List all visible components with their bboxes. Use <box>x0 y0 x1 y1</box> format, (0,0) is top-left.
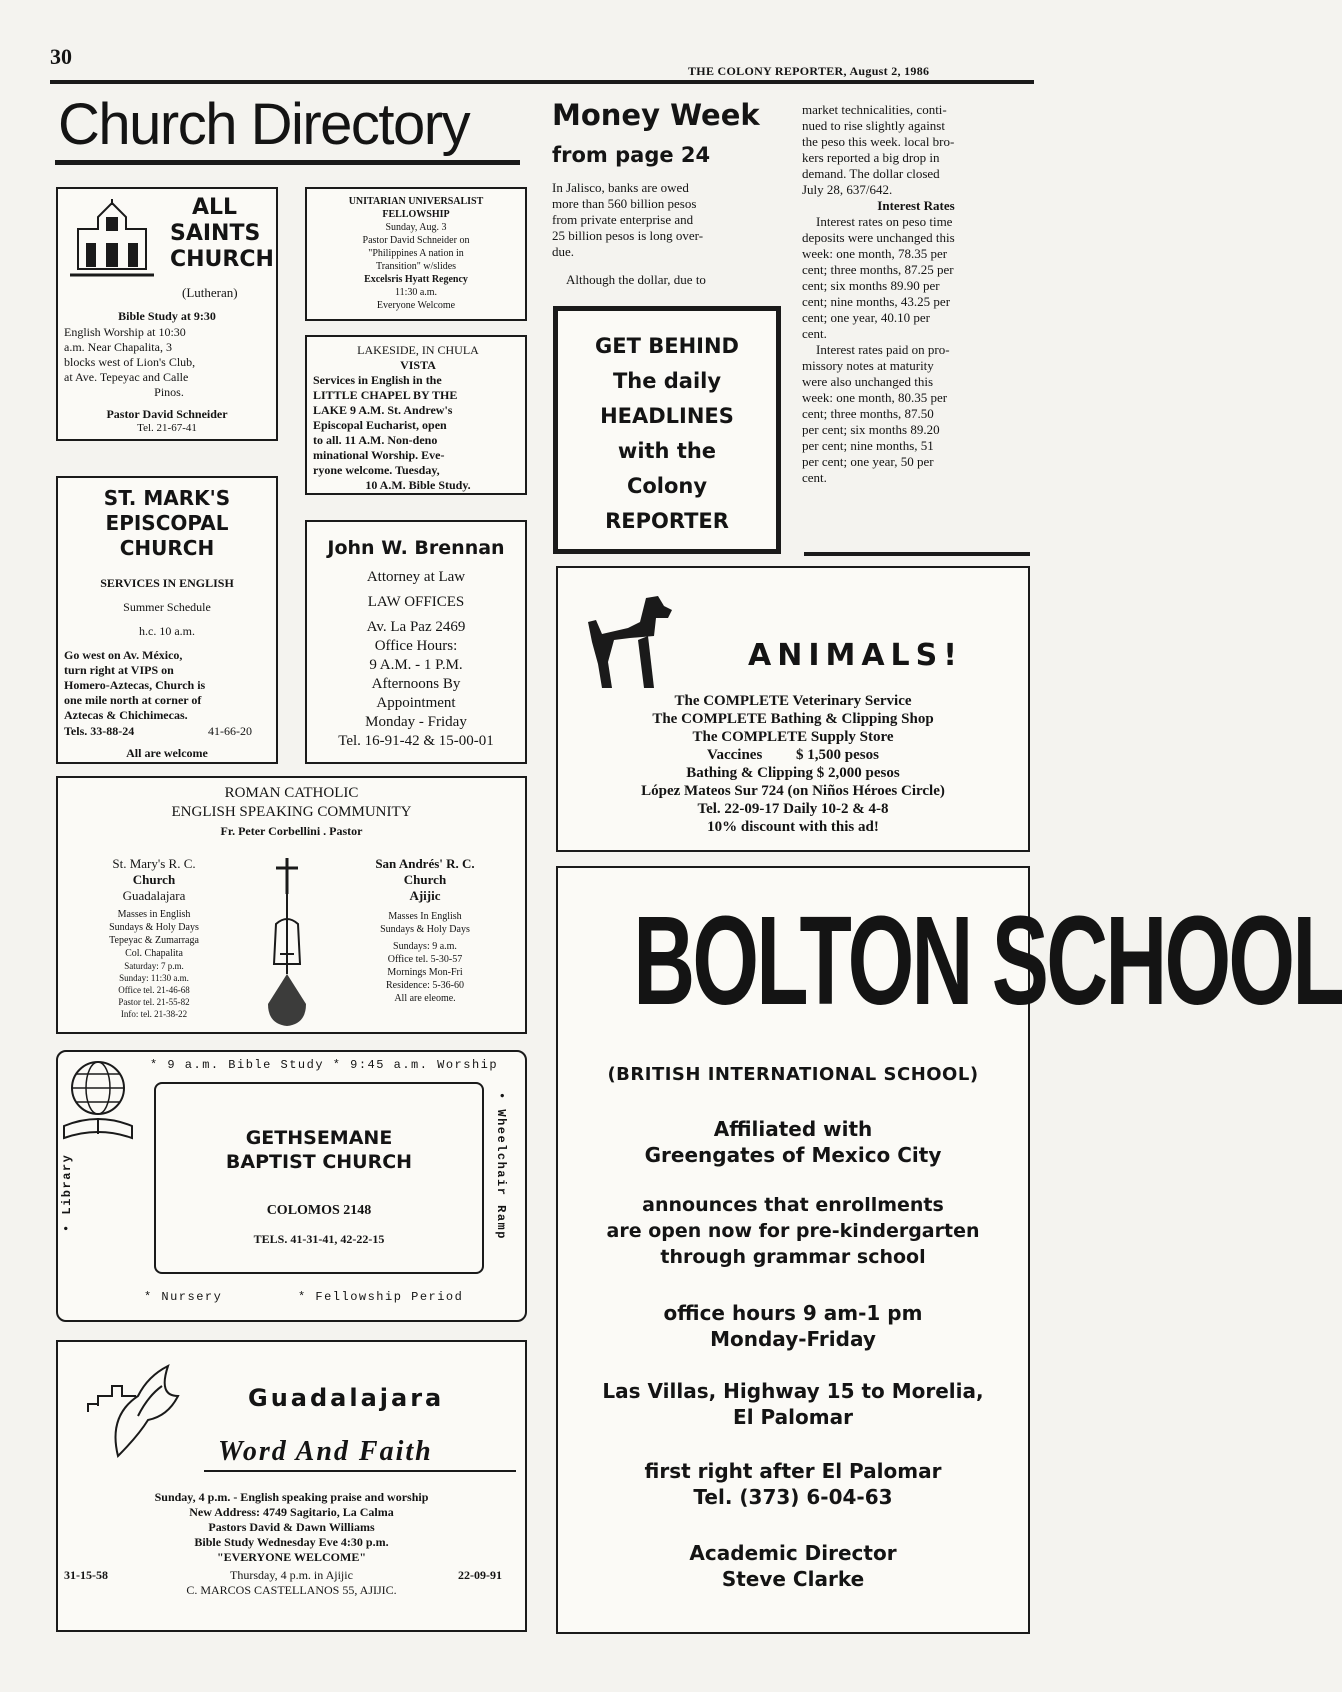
st-marks-tels-right: 41-66-20 <box>208 724 252 738</box>
money-column-rule <box>804 552 1030 556</box>
money-week-column-2: market technicalities, conti- nued to rise slightly against the peso this week. local bro- kers reported a big drop in demand. The dollar closed July 28, 637/642. Interest Rates Interest rates on peso time deposits were unchanged this week: one month, 78.35 per cent; three months, 87.25 per cent; six months 89.90 per cent; nine months, 43.25 per cent; one year, 40.10 per cent. Interest rates paid on pro- missory notes at maturity were also unchanged this week: one month, 80.35 per cent; three months, 87.50 per cent; six months 89.20 per cent; nine months, 51 per cent; one year, 50 per cent. <box>802 102 955 485</box>
gethsemane-top-line: * 9 a.m. Bible Study * 9:45 a.m. Worship <box>150 1058 499 1072</box>
bolton-title: BOLTON SCHOOL <box>633 890 1342 1031</box>
unitarian-text: UNITARIAN UNIVERSALIST FELLOWSHIP Sunday, Aug. 3 Pastor David Schneider on "Philippines A nation in Transition" w/slides Excelsris Hyatt Regency 11:30 a.m. Everyone Welcome <box>348 196 484 311</box>
st-marks-time: h.c. 10 a.m. <box>139 624 195 638</box>
bolton-school-ad <box>556 866 1342 1634</box>
bolton-location: Las Villas, Highway 15 to Morelia, El Palomar <box>602 1379 984 1429</box>
roman-catholic-ad <box>56 776 527 1034</box>
word-faith-thursday: Thursday, 4 p.m. in Ajijic <box>230 1568 353 1582</box>
lakeside-text: LAKESIDE, IN CHULA VISTA Services in English in the LITTLE CHAPEL BY THE LAKE 9 A.M. St. Andrew's Episcopal Eucharist, open to all. 11 A.M. Non-deno minational Worship. Eve- ryone welcome. Tuesday, 10 A.M. Bible Study. <box>313 343 479 492</box>
animals-ad <box>556 566 1030 852</box>
bolton-announces: announces that enrollments are open now for pre-kindergarten through grammar school <box>606 1194 980 1268</box>
bolton-director: Academic Director Steve Clarke <box>689 1541 897 1591</box>
gethsemane-library: • Library <box>60 1153 74 1232</box>
unitarian-ad <box>305 187 527 321</box>
all-saints-pastor: Pastor David Schneider <box>106 407 228 421</box>
word-faith-title-1: Guadalajara <box>248 1384 445 1412</box>
globe-bible-icon <box>62 1056 150 1152</box>
gethsemane-name: GETHSEMANE BAPTIST CHURCH <box>225 1127 413 1173</box>
all-saints-body: English Worship at 10:30 a.m. Near Chapalita, 3 blocks west of Lion's Club, at Ave. Tepeyac and Calle Pinos. <box>64 325 196 399</box>
bolton-affiliated: Affiliated with Greengates of Mexico City <box>644 1117 942 1167</box>
all-saints-bible-study: Bible Study at 9:30 <box>118 309 216 323</box>
church-building-icon <box>66 199 158 281</box>
roman-catholic-title: ROMAN CATHOLIC ENGLISH SPEAKING COMMUNITY <box>171 785 412 820</box>
st-marks-tels-left: Tels. 33-88-24 <box>64 724 135 738</box>
all-saints-denomination: (Lutheran) <box>182 285 238 300</box>
masthead-date: THE COLONY REPORTER, August 2, 1986 <box>688 64 930 78</box>
get-behind-text: GET BEHIND The daily HEADLINES with the Colony REPORTER <box>595 334 739 533</box>
dove-flame-icon <box>78 1356 198 1466</box>
all-saints-tel: Tel. 21-67-41 <box>137 422 197 434</box>
bolton-hours: office hours 9 am-1 pm Monday-Friday <box>663 1301 923 1351</box>
bolton-directions: first right after El Palomar Tel. (373) 6-04-63 <box>644 1459 942 1509</box>
st-marks-ad <box>56 476 278 764</box>
word-faith-rule <box>204 1470 516 1472</box>
money-week-para1: In Jalisco, banks are owed more than 560 billion pesos from private enterprise and 25 billion pesos is long over- due. <box>552 180 704 259</box>
brennan-name: John W. Brennan <box>327 537 505 559</box>
animals-title: ANIMALS! <box>748 638 963 673</box>
header-rule <box>50 80 1034 84</box>
st-marks-schedule: Summer Schedule <box>123 600 211 614</box>
all-saints-ad <box>56 187 278 441</box>
st-marys-column: St. Mary's R. C. Church Guadalajara Masses in English Sundays & Holy Days Tepeyac & Zumarraga Col. Chapalita Saturday: 7 p.m. Sunday: 11:30 a.m. Office tel. 21-46-68 Pastor tel. 21-55-82 Info: tel. 21-38-22 <box>109 856 199 1019</box>
st-marks-name: ST. MARK'S EPISCOPAL CHURCH <box>103 486 231 560</box>
terrier-dog-icon <box>584 592 684 692</box>
animals-body: The COMPLETE Veterinary Service The COMPLETE Bathing & Clipping Shop The COMPLETE Supply Store Vaccines $ 1,500 pesos Bathing & Clipping $ 2,000 pesos López Mateos Sur 724 (on Niños Héroes Circle) Tel. 22-09-17 Daily 10-2 & 4-8 10% discount with this ad! <box>641 693 945 835</box>
bolton-subtitle: (BRITISH INTERNATIONAL SCHOOL) <box>607 1064 979 1085</box>
all-saints-name: ALL SAINTS CHURCH <box>170 195 274 272</box>
gethsemane-address: COLOMOS 2148 <box>266 1203 372 1218</box>
gethsemane-wheelchair: • Wheelchair Ramp <box>494 1092 508 1240</box>
roman-catholic-pastor: Fr. Peter Corbellini . Pastor <box>220 824 363 838</box>
gethsemane-fellowship: * Fellowship Period <box>298 1290 464 1304</box>
word-faith-body: Sunday, 4 p.m. - English speaking praise and worship New Address: 4749 Sagitario, La Calma Pastors David & Dawn Williams Bible Study Wednesday Eve 4:30 p.m. "EVERYONE WELCOME" <box>154 1490 429 1564</box>
get-behind-ad <box>553 306 781 554</box>
word-faith-tel-right: 22-09-91 <box>458 1568 502 1582</box>
church-directory-rule <box>55 160 520 165</box>
gethsemane-tels: TELS. 41-31-41, 42-22-15 <box>253 1232 385 1246</box>
st-marks-services: SERVICES IN ENGLISH <box>100 576 234 590</box>
gethsemane-nursery: * Nursery <box>144 1290 223 1304</box>
word-faith-ad <box>56 1340 527 1632</box>
word-faith-tel-left: 31-15-58 <box>64 1568 108 1582</box>
crucifix-icon <box>254 854 320 1030</box>
word-faith-address-2: C. MARCOS CASTELLANOS 55, AJIJIC. <box>186 1583 397 1597</box>
church-directory-title: Church Directory <box>58 92 470 157</box>
san-andres-column: San Andrés' R. C. Church Ajijic Masses In English Sundays & Holy Days Sundays: 9 a.m. Office tel. 5-30-57 Mornings Mon-Fri Residence: 5-36-60 All are eleome. <box>375 856 475 1004</box>
lakeside-ad <box>305 335 527 495</box>
money-week-para2: Although the dollar, due to <box>566 272 706 287</box>
page-number: 30 <box>50 44 72 69</box>
brennan-ad <box>305 520 527 764</box>
money-week-subtitle: from page 24 <box>552 143 711 167</box>
st-marks-welcome: All are welcome <box>126 746 208 760</box>
gethsemane-inner-frame <box>154 1082 484 1274</box>
brennan-body: Attorney at Law LAW OFFICES Av. La Paz 2469 Office Hours: 9 A.M. - 1 P.M. Afternoons By Appointment Monday - Friday Tel. 16-91-42 & 15-00-01 <box>338 569 494 749</box>
st-marks-body: Go west on Av. México, turn right at VIPS on Homero-Aztecas, Church is one mile north at corner of Aztecas & Chichimecas. <box>64 648 206 722</box>
gethsemane-ad <box>56 1050 527 1322</box>
money-week-title: Money Week <box>552 98 760 132</box>
word-faith-title-2: Word And Faith <box>218 1436 433 1467</box>
